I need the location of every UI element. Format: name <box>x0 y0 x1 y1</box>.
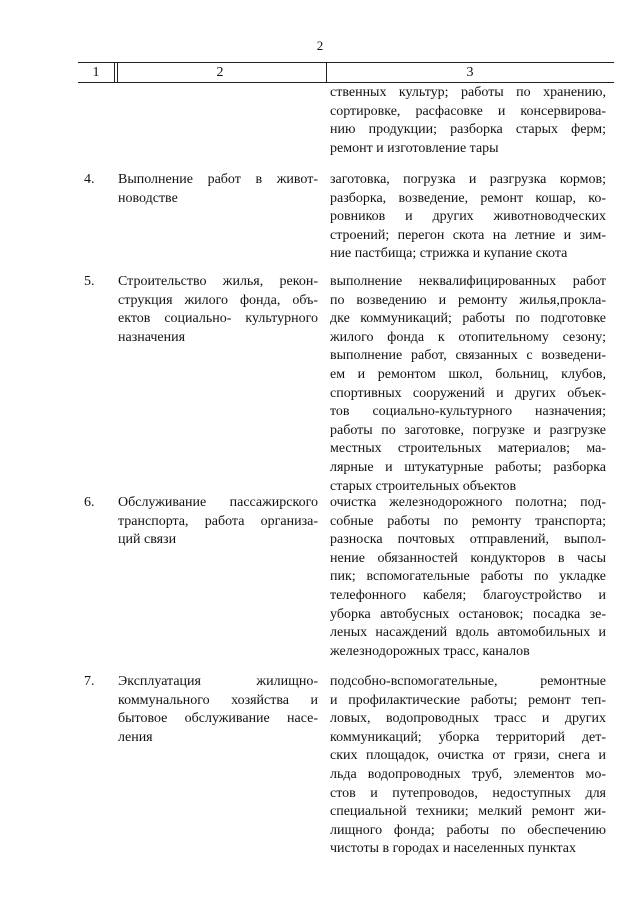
text-line: пик; вспомогательные работы по укладке <box>330 569 606 585</box>
text-line: по возведению и ремонту жилья,прокла- <box>330 292 606 308</box>
text-line: подсобно-вспомогательные, ремонтные <box>330 674 606 689</box>
text-line: железнодорожных трасс, каналов <box>330 643 530 659</box>
text-line: ремонт и изготовление тары <box>330 140 499 156</box>
text-line: Обслуживание пассажирского <box>118 495 318 510</box>
table-header <box>78 62 614 83</box>
text-line: ние пастбища; стрижка и купание скота <box>330 246 568 262</box>
text-line: жилого фонда к отопительному сезону; <box>330 329 606 345</box>
text-line: дке коммуникаций; работы по подготовке <box>330 311 606 327</box>
text-line: ровников и других животноводческих <box>330 209 606 225</box>
text-line: леных насаждений вдоль автомобильных и <box>330 625 606 641</box>
text-line: коммунального хозяйства и <box>118 692 318 708</box>
text-line: сортировке, расфасовке и консервирова- <box>330 103 606 119</box>
text-line: телефонного кабеля; благоустройство и <box>330 587 606 603</box>
text-line: льда водопроводных труб, элементов мо- <box>330 766 606 782</box>
text-line: коммуникаций; уборка территорий дет- <box>330 729 606 745</box>
row-description <box>330 273 606 496</box>
text-line: Строительство жилья, рекон- <box>118 274 318 289</box>
text-line: старых строительных объектов <box>330 478 517 494</box>
text-line: чистоты в городах и населенных пунктах <box>330 841 576 857</box>
text-line: струкция жилого фонда, объ- <box>118 292 318 308</box>
text-line: тов социально-культурного назначения; <box>330 404 606 420</box>
row-description <box>330 84 606 158</box>
row-description <box>330 673 606 859</box>
text-line: ских площадок, очистка от грязи, снега и <box>330 748 606 764</box>
row-number: 4. <box>84 172 95 187</box>
text-line: заготовка, погрузка и разгрузка кормов; <box>330 172 606 187</box>
page-number: 2 <box>316 38 324 53</box>
text-line: ственных культур; работы по хранению, <box>330 85 606 100</box>
text-line: лищного фонда; работы по обеспечению <box>330 822 606 838</box>
text-line: уборка автобусных остановок; посадка зе- <box>330 606 606 622</box>
row-number: 7. <box>84 674 95 689</box>
text-line: транспорта, работа организа- <box>118 513 318 529</box>
text-line: новодстве <box>118 190 178 206</box>
text-line: строений; перегон скота на летние и зим- <box>330 227 606 243</box>
column-number-2: 2 <box>216 65 224 80</box>
text-line: очистка железнодорожного полотна; под- <box>330 495 606 510</box>
row-description <box>330 171 606 264</box>
column-number-1: 1 <box>92 65 100 80</box>
row-title <box>118 673 318 747</box>
row-description <box>330 494 606 661</box>
text-line: ления <box>118 729 153 745</box>
text-line: нение обязанностей кондукторов в часы <box>330 550 606 566</box>
row-number: 6. <box>84 495 95 510</box>
column-number-3: 3 <box>466 65 474 80</box>
text-line: назначения <box>118 329 186 345</box>
text-line: бытовое обслуживание насе- <box>118 711 318 727</box>
row-number: 5. <box>84 274 95 289</box>
text-line: ектов социально- культурного <box>118 311 318 327</box>
text-line: разноска почтовых отправлений, выпол- <box>330 532 606 548</box>
text-line: собные работы по ремонту транспорта; <box>330 513 606 529</box>
text-line: выполнение работ, связанных с возведени- <box>330 348 606 364</box>
text-line: работы по заготовке, погрузке и разгрузке <box>330 422 606 438</box>
text-line: и профилактические работы; ремонт теп- <box>330 692 606 708</box>
text-line: специальной техники; мелкий ремонт жи- <box>330 804 606 820</box>
text-line: лярные и штукатурные работы; разборка <box>330 459 606 475</box>
text-line: Выполнение работ в живот- <box>118 172 318 187</box>
text-line: выполнение неквалифицированных работ <box>330 274 606 289</box>
text-line: разборка, возведение, ремонт кошар, ко- <box>330 190 606 206</box>
text-line: спортивных сооружений и других объек- <box>330 385 606 401</box>
text-line: местных строительных материалов; ма- <box>330 441 606 457</box>
text-line: стов и путепроводов, недоступных для <box>330 785 606 801</box>
text-line: ловых, водопроводных трасс и других <box>330 711 606 727</box>
text-line: нию продукции; разборка старых ферм; <box>330 122 606 138</box>
text-line: ций связи <box>118 532 177 548</box>
text-line: Эксплуатация жилищно- <box>118 674 318 689</box>
text-line: ем и ремонтом школ, больниц, клубов, <box>330 366 606 382</box>
row-title <box>118 494 318 550</box>
row-title <box>118 273 318 347</box>
row-title <box>118 171 318 208</box>
